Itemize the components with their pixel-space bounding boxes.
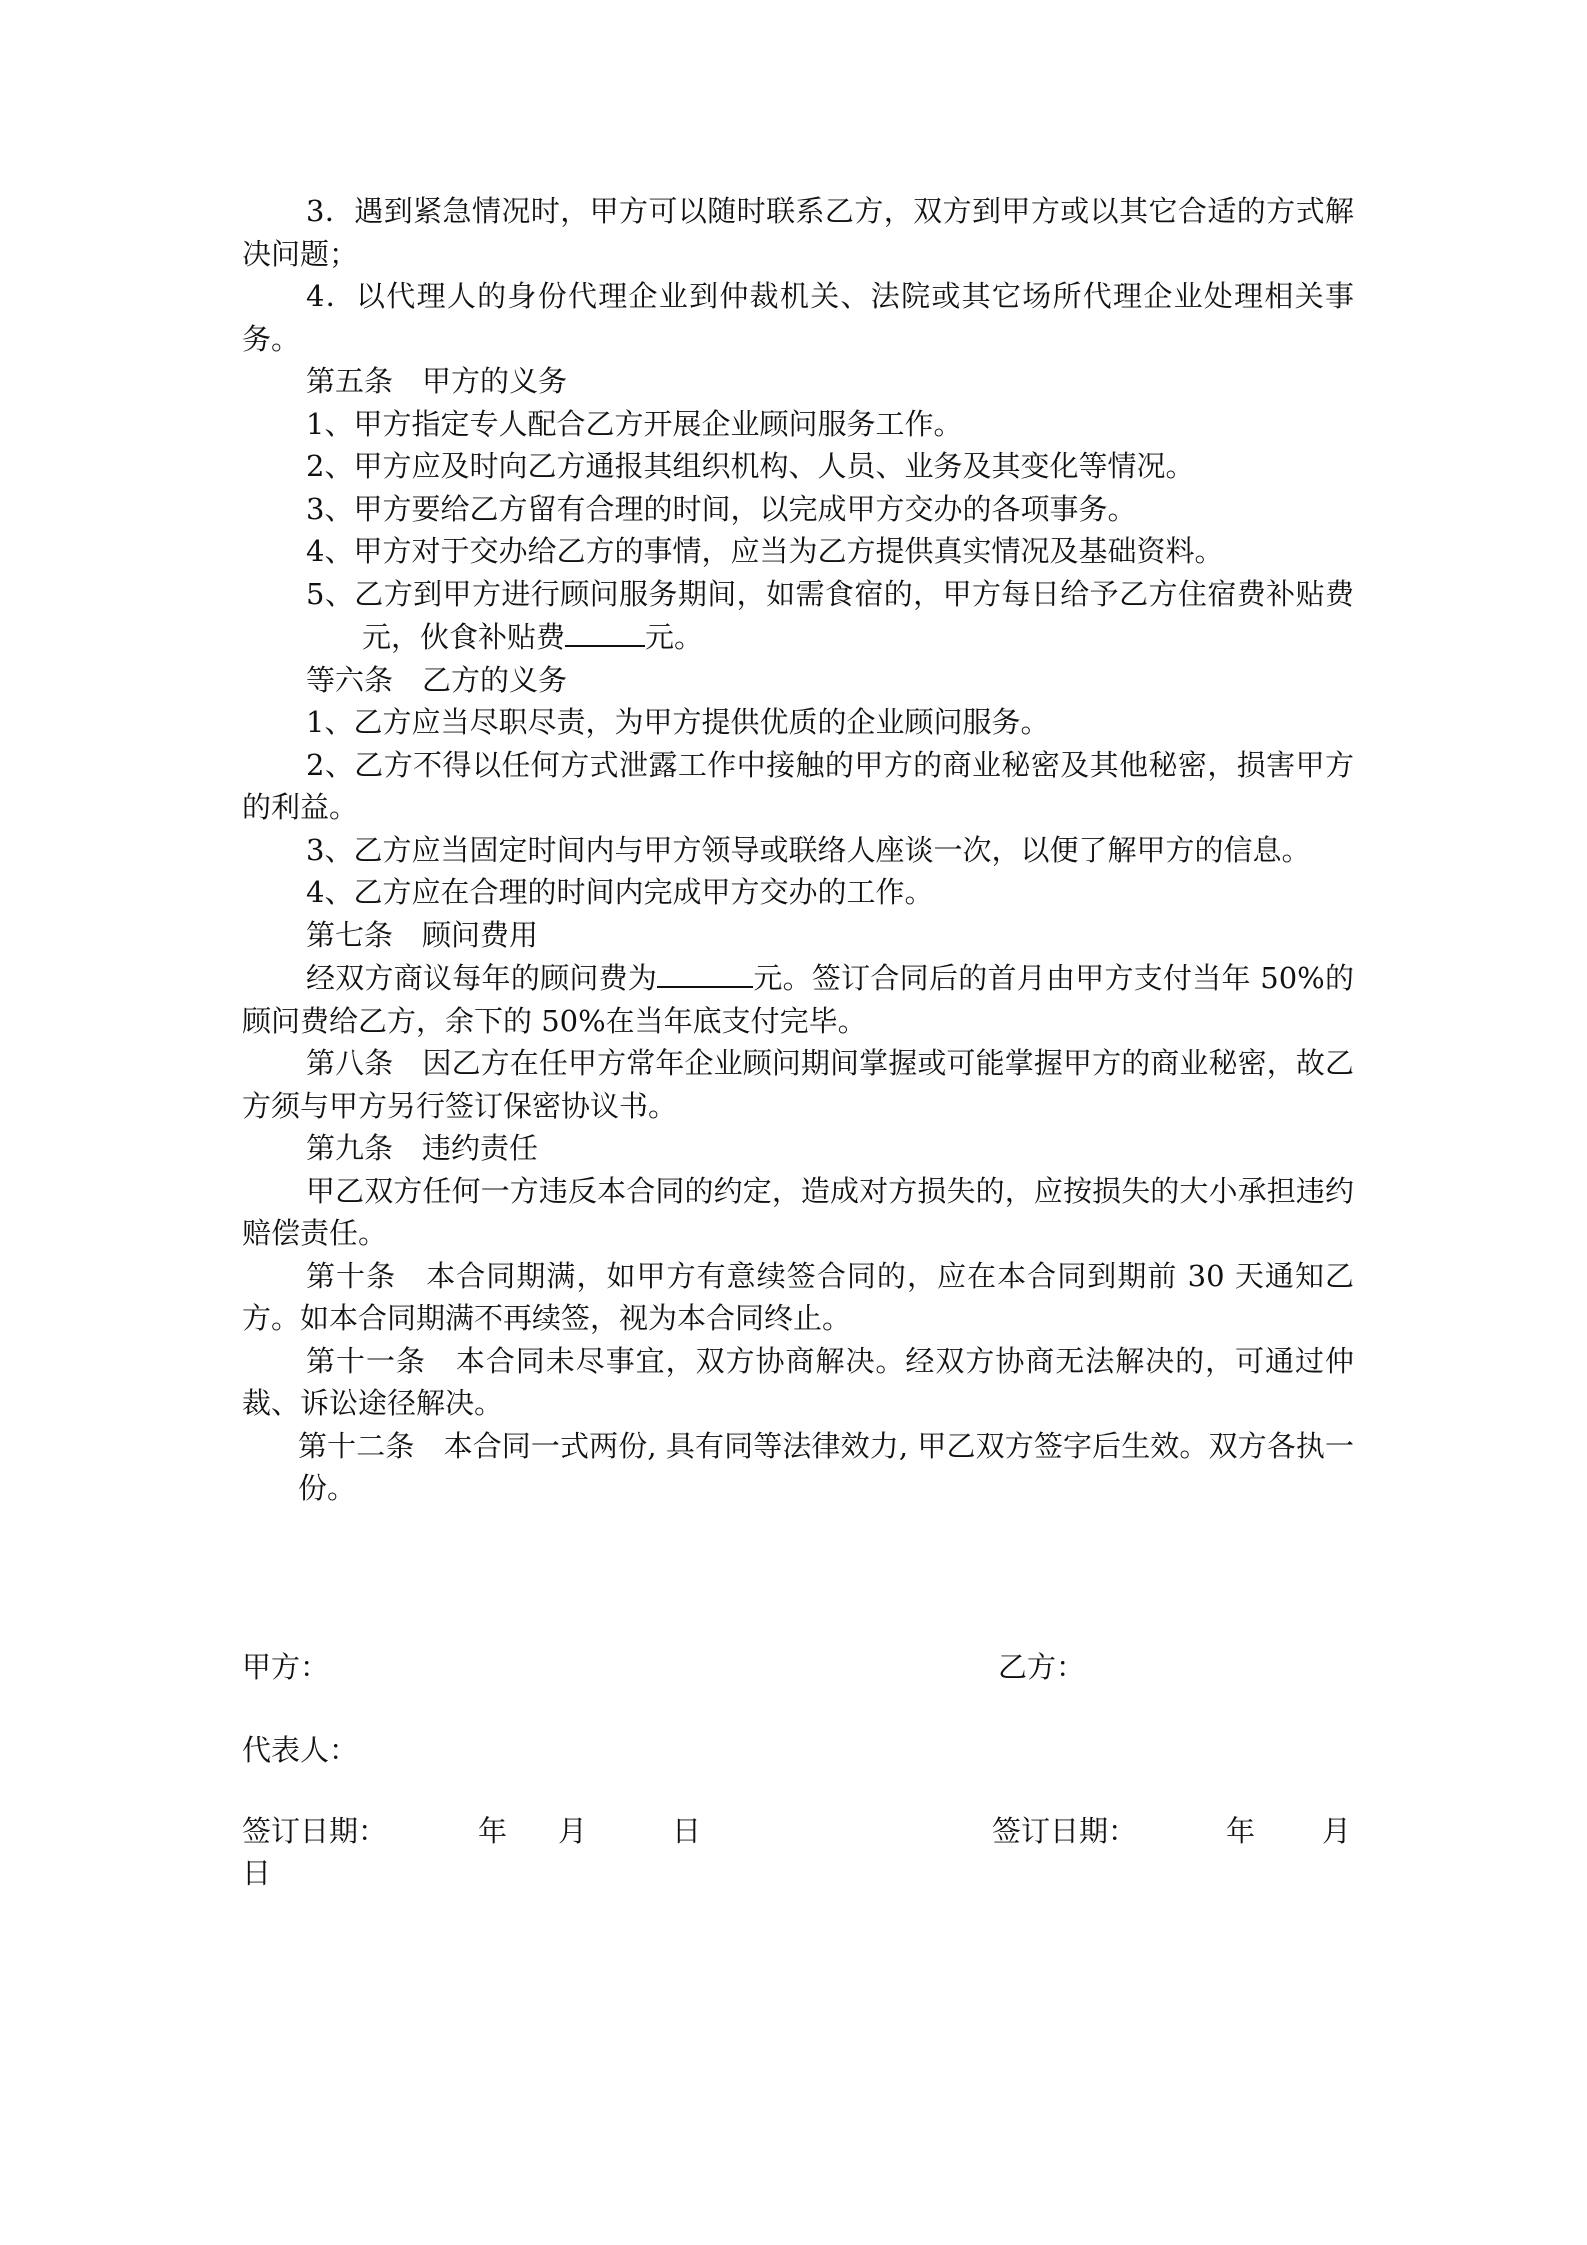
article-10: 第十条 本合同期满，如甲方有意续签合同的，应在本合同到期前 30 天通知乙方。如本合同期满不再续签，视为本合同终止。	[242, 1258, 1354, 1335]
article-6-item-4: 4、乙方应在合理的时间内完成甲方交办的工作。	[306, 875, 934, 909]
signing-date-label-a: 签订日期：	[242, 1814, 388, 1848]
signing-month-b: 月	[1322, 1814, 1352, 1848]
article-5-item-4: 4、甲方对于交办给乙方的事情，应当为乙方提供真实情况及基础资料。	[306, 534, 1224, 568]
article-5-item-1: 1、甲方指定专人配合乙方开展企业顾问服务工作。	[306, 406, 963, 441]
article-9-title: 第九条 违约责任	[306, 1131, 539, 1165]
signing-month-a: 月	[558, 1814, 588, 1848]
signing-day-a: 日	[672, 1814, 702, 1848]
article-7-text-a: 经双方商议每年的顾问费为	[306, 961, 658, 995]
article-7-body	[242, 956, 1354, 1042]
meal-allowance-blank	[565, 615, 645, 647]
article-12: 第十二条 本合同一式两份, 具有同等法律效力, 甲乙双方签字后生效。双方各执一份。	[298, 1428, 1354, 1505]
lodging-allowance-blank	[242, 617, 362, 647]
article-7-title: 第七条 顾问费用	[306, 917, 539, 952]
article-8: 第八条 因乙方在任甲方常年企业顾问期间掌握或可能掌握甲方的商业秘密，故乙方须与甲方另行签订保密协议书。	[242, 1046, 1354, 1123]
party-a-label: 甲方：	[242, 1650, 330, 1684]
article-5-item-5-text-c: 元。	[645, 620, 704, 654]
article-11: 第十一条 本合同未尽事宜，双方协商解决。经双方协商无法解决的，可通过仲裁、诉讼途径解决。	[242, 1343, 1354, 1420]
article-6-item-2: 2、乙方不得以任何方式泄露工作中接触的甲方的商业秘密及其他秘密，损害甲方的利益。	[242, 747, 1354, 824]
consulting-fee-blank	[657, 956, 753, 988]
article-7-text-b: 元。签订合同后的首月由甲方支付当年 50%的顾问费给乙方，余下的 50%在当年底支付完毕。	[242, 961, 1354, 1038]
article-9-body: 甲乙双方任何一方违反本合同的约定，造成对方损失的，应按损失的大小承担违约赔偿责任。	[242, 1173, 1354, 1250]
article-5-item-2: 2、甲方应及时向乙方通报其组织机构、人员、业务及其变化等情况。	[306, 449, 1195, 483]
clause-3: 3．遇到紧急情况时，甲方可以随时联系乙方，双方到甲方或以其它合适的方式解决问题；	[242, 194, 1354, 271]
article-5-title: 第五条 甲方的义务	[306, 364, 568, 398]
article-5-item-3: 3、甲方要给乙方留有合理的时间，以完成甲方交办的各项事务。	[306, 491, 1137, 526]
signing-date-label-b: 签订日期：	[992, 1814, 1138, 1848]
representative-label: 代表人：	[242, 1733, 359, 1767]
article-6-item-3: 3、乙方应当固定时间内与甲方领导或联络人座谈一次，以便了解甲方的信息。	[306, 832, 1311, 867]
article-6-item-1: 1、乙方应当尽职尽责，为甲方提供优质的企业顾问服务。	[306, 705, 1050, 739]
article-6-title: 等六条 乙方的义务	[306, 662, 568, 697]
clause-4: 4．以代理人的身份代理企业到仲裁机关、法院或其它场所代理企业处理相关事务。	[242, 279, 1354, 356]
contract-body	[242, 190, 1354, 1510]
signing-year-a: 年	[478, 1814, 508, 1848]
article-5-item-5-text-b: 元，伙食补贴费	[362, 620, 566, 654]
party-b-label: 乙方：	[998, 1650, 1086, 1684]
signing-year-b: 年	[1226, 1814, 1256, 1848]
article-5-item-5	[242, 573, 1354, 659]
signing-day-b: 日	[242, 1856, 272, 1890]
article-5-item-5-text-a: 5、乙方到甲方进行顾问服务期间，如需食宿的，甲方每日给予乙方住宿费补贴费	[306, 576, 1354, 611]
